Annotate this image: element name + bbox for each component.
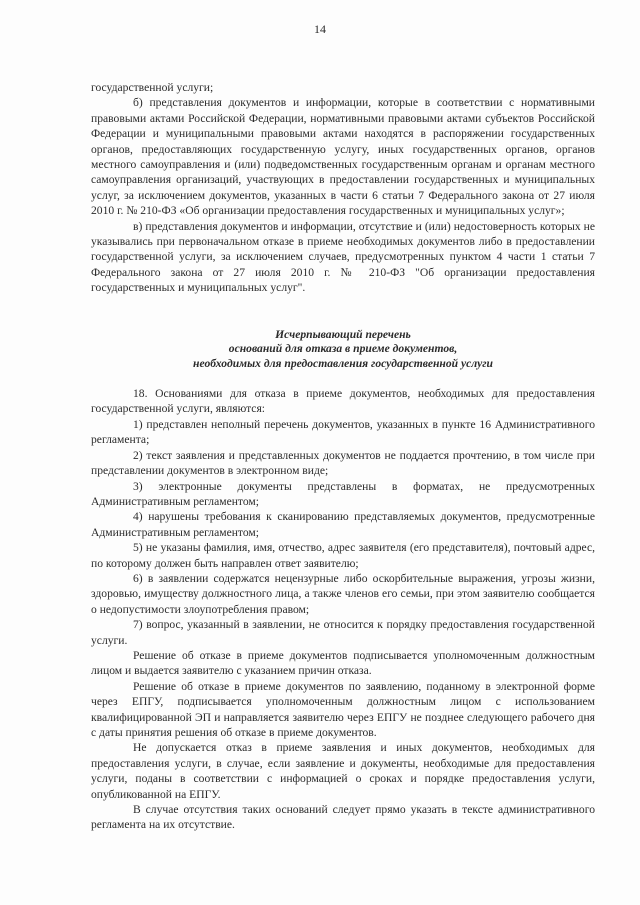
paragraph-not-allowed: Не допускается отказ в приеме заявления и иных документов, необходимых для предоставления услуги, в случае, если заявление и документы, необходимые для предоставления услуги, поданы в соответствии с информацией о сроках и порядке предоставления услуги, опубликованной на ЕПГУ. xyxy=(91,741,595,801)
list-item-1: 1) представлен неполный перечень документов, указанных в пункте 16 Административного регламента; xyxy=(91,417,595,447)
list-item-5: 5) не указаны фамилия, имя, отчество, адрес заявителя (его представителя), почтовый адрес, по которому должен быть направлен ответ заявителю; xyxy=(91,541,595,570)
section-heading-line-1: Исчерпывающий перечень xyxy=(275,327,411,341)
section-heading xyxy=(91,328,595,372)
list-item-2: 2) текст заявления и представленных документов не поддается прочтению, в том числе при представлении документов в электронном виде; xyxy=(91,448,595,478)
section-heading-line-3: необходимых для предоставления государственной услуги xyxy=(193,357,493,371)
paragraph-item-v: в) представления документов и информации, отсутствие и (или) недостоверность которых не указывались при первоначальном отказе в приеме необходимых документов либо в предоставлении государственной услуги, за исключением случаев, предусмотренных пунктом 4 части 1 статьи 7 Федерального закона от 27 июля 2010 г. № 210-ФЗ "Об организации предоставления государственных и муниципальных услуг". xyxy=(91,219,595,295)
list-item-3: 3) электронные документы представлены в форматах, не предусмотренных Административным регламентом; xyxy=(91,479,595,508)
section-heading-line-2: оснований для отказа в приеме документов, xyxy=(228,342,458,356)
paragraph-refusal-electronic: Решение об отказе в приеме документов по заявлению, поданному в электронной форме через ЕПГУ, подписывается уполномоченным должностным лицом с использованием квалифицированной ЭП и направляется заявителю через ЕПГУ не позднее следующего рабочего дня с даты принятия решения об отказе в приеме документов. xyxy=(91,679,595,740)
paragraph-refusal-decision: Решение об отказе в приеме документов подписывается уполномоченным должностным лицом и выдается заявителю с указанием причин отказа. xyxy=(91,648,595,678)
list-item-7: 7) вопрос, указанный в заявлении, не относится к порядку предоставления государственной услуги. xyxy=(91,618,595,647)
list-item-4: 4) нарушены требования к сканированию представляемых документов, предусмотренные Административным регламентом; xyxy=(91,510,595,539)
page-number: 14 xyxy=(314,22,326,36)
paragraph-18: 18. Основаниями для отказа в приеме документов, необходимых для предоставления государственной услуги, являются: xyxy=(91,387,595,416)
list-item-6: 6) в заявлении содержатся нецензурные либо оскорбительные выражения, угрозы жизни, здоровью, имуществу должностного лица, а также членов его семьи, при этом заявителю сообщается о недопустимости злоупотребления правом; xyxy=(91,571,595,616)
paragraph-absence: В случае отсутствия таких оснований следует прямо указать в тексте административного регламента на их отсутствие. xyxy=(91,803,595,832)
document-body xyxy=(91,80,595,833)
paragraph-item-b: б) представления документов и информации, которые в соответствии с нормативными правовыми актами Российской Федерации, нормативными правовыми актами субъектов Российской Федерации и муниципальными правовыми актами находятся в распоряжении государственных органов, предоставляющих государственную услугу, иных государственных органов, органов местного самоуправления и (или) подведомственных государственным органам и органам местного самоуправления организаций, участвующих в предоставлении государственных и муниципальных услуг, за исключением документов, указанных в части 6 статьи 7 Федерального закона от 27 июля 2010 г. № 210-ФЗ «Об организации предоставления государственных и муниципальных услуг»; xyxy=(91,96,595,218)
paragraph-continuation: государственной услуги; xyxy=(91,81,214,94)
